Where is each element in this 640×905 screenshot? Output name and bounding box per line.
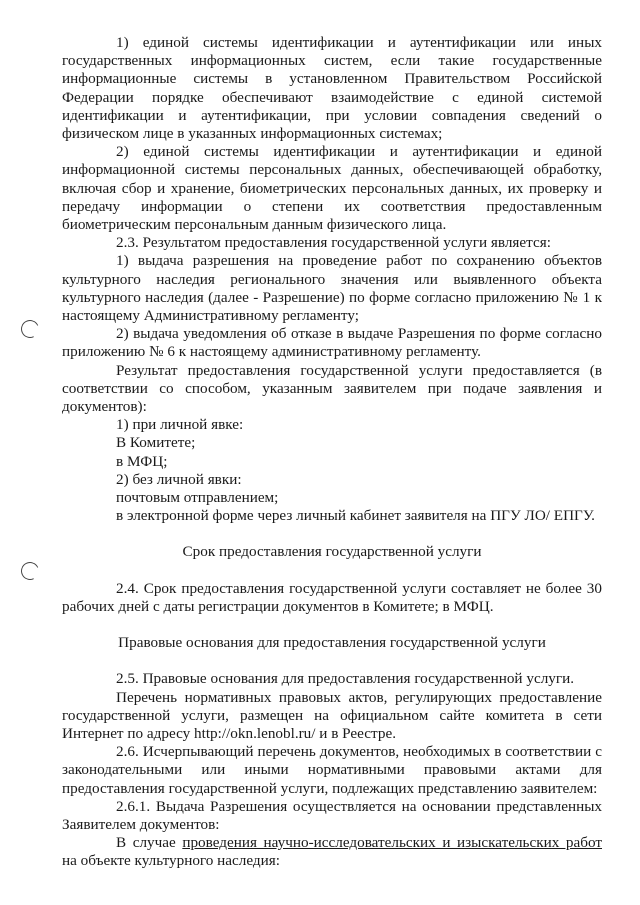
- delivery-item: в электронной форме через личный кабинет заявителя на ПГУ ЛО/ ЕПГУ.: [116, 507, 595, 525]
- document-body: [62, 34, 602, 871]
- paragraph-identification-1: 1) единой системы идентификации и аутентификации или иных государственных информационных систем, если такие государственные информационные системы в установленном Правительством Российской Федерации порядке обеспечивают взаимодействие с единой системой идентификации и аутентификации, при условии совпадения сведений о физическом лице в указанных информационных системах;: [62, 34, 602, 143]
- case-suffix: на объекте культурного наследия:: [62, 852, 280, 870]
- punch-hole-mark: [18, 317, 41, 340]
- delivery-item: В Комитете;: [116, 434, 196, 452]
- section-heading-term: Срок предоставления государственной услуги: [182, 543, 482, 561]
- paragraph-legal-1: 2.5. Правовые основания для предоставления государственной услуги.: [116, 670, 575, 688]
- section-heading-legal: Правовые основания для предоставления государственной услуги: [118, 634, 546, 652]
- case-underlined-text: проведения научно-исследовательских и изыскательских работ: [182, 834, 602, 852]
- case-prefix: В случае: [116, 834, 183, 852]
- delivery-item: 1) при личной явке:: [116, 416, 244, 434]
- delivery-item: почтовым отправлением;: [116, 489, 279, 507]
- paragraph-result-2: 2) выдача уведомления об отказе в выдаче Разрешения по форме согласно приложению № 6 к настоящему административному регламенту.: [62, 325, 602, 361]
- paragraph-term: 2.4. Срок предоставления государственной услуги составляет не более 30 рабочих дней с даты регистрации документов в Комитете; в МФЦ.: [62, 579, 602, 615]
- paragraph-result-delivery: Результат предоставления государственной услуги предоставляется (в соответствии со способом, указанным заявителем при подаче заявления и документов):: [62, 361, 602, 416]
- paragraph-case: [62, 834, 602, 870]
- punch-hole-mark: [18, 559, 41, 582]
- delivery-item: 2) без личной явки:: [116, 470, 242, 488]
- paragraph-identification-2: 2) единой системы идентификации и аутентификации и единой информационной системы персональных данных, обеспечивающей обработку, включая сбор и хранение, биометрических персональных данных, их проверку и передачу информации о степени их соответствия предоставленным биометрическим персональным данным физического лица.: [62, 143, 602, 234]
- paragraph-legal-2: Перечень нормативных правовых актов, регулирующих предоставление государственной услуги, размещен на официальном сайте комитета в сети Интернет по адресу http://okn.lenobl.ru/ и в Реестре.: [62, 688, 602, 742]
- paragraph-result-heading: 2.3. Результатом предоставления государственной услуги является:: [116, 234, 551, 252]
- paragraph-result-1: 1) выдача разрешения на проведение работ по сохранению объектов культурного наследия регионального значения или выявленного объекта культурного наследия (далее - Разрешение) по форме согласно приложению № 1 к настоящему Административному регламенту;: [62, 252, 602, 325]
- paragraph-documents-1: 2.6.1. Выдача Разрешения осуществляется на основании представленных Заявителем документов:: [62, 797, 602, 833]
- paragraph-documents: 2.6. Исчерпывающий перечень документов, необходимых в соответствии с законодательными или иными нормативными правовыми актами для предоставления государственной услуги, подлежащих представлению заявителем:: [62, 743, 602, 797]
- delivery-item: в МФЦ;: [116, 452, 168, 470]
